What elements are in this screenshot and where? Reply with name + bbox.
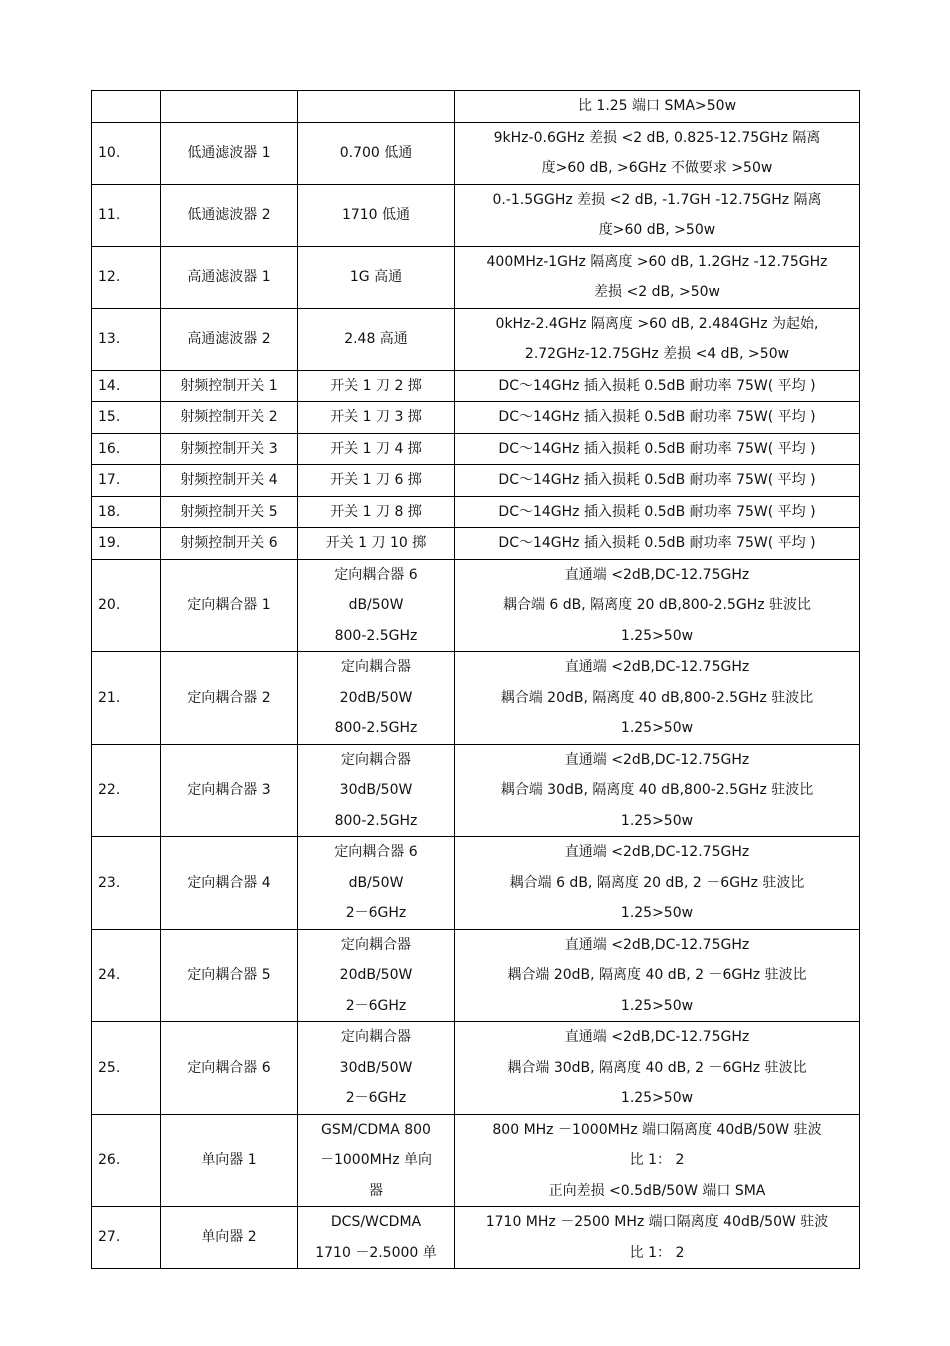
spec-line: 度>60 dB, >6GHz 不做要求 >50w <box>541 160 773 176</box>
row-number: 26. <box>92 1114 161 1207</box>
row-number: 22. <box>92 744 161 837</box>
row-number <box>92 91 161 123</box>
spec-line: 耦合端 6 dB, 隔离度 20 dB,800-2.5GHz 驻波比 <box>502 597 812 613</box>
table-row <box>92 528 860 560</box>
device-spec <box>455 837 860 930</box>
model-line: 800-2.5GHz <box>334 627 418 644</box>
spec-line: 1.25>50w <box>620 905 694 921</box>
device-spec <box>455 465 860 497</box>
device-model <box>298 184 455 246</box>
device-model <box>298 496 455 528</box>
spec-line: DC～14GHz 插入损耗 0.5dB 耐功率 75W( 平均 ) <box>498 409 816 425</box>
model-line: 1G 高通 <box>349 268 403 285</box>
device-spec <box>455 559 860 652</box>
model-line: 开关 1 刀 10 掷 <box>325 535 427 551</box>
device-spec <box>455 370 860 402</box>
row-number: 14. <box>92 370 161 402</box>
table-row <box>92 465 860 497</box>
row-number: 10. <box>92 122 161 184</box>
table-row <box>92 744 860 837</box>
spec-line: 耦合端 20dB, 隔离度 40 dB, 2 －6GHz 驻波比 <box>507 967 807 983</box>
spec-line: DC～14GHz 插入损耗 0.5dB 耐功率 75W( 平均 ) <box>498 535 816 551</box>
model-line: 0.700 低通 <box>339 144 413 161</box>
row-number: 18. <box>92 496 161 528</box>
table-row <box>92 433 860 465</box>
spec-line: 耦合端 20dB, 隔离度 40 dB,800-2.5GHz 驻波比 <box>500 689 814 706</box>
table-row <box>92 1022 860 1115</box>
table-row <box>92 246 860 308</box>
device-model <box>298 433 455 465</box>
spec-line: DC～14GHz 插入损耗 0.5dB 耐功率 75W( 平均 ) <box>498 472 816 488</box>
model-line: 开关 1 刀 8 掷 <box>330 503 422 520</box>
model-line: 定向耦合器 <box>341 659 411 675</box>
spec-line: 9kHz-0.6GHz 差损 <2 dB, 0.825-12.75GHz 隔离 <box>493 129 821 146</box>
device-spec <box>455 1207 860 1269</box>
device-name <box>161 91 298 123</box>
model-line: 定向耦合器 <box>341 751 411 768</box>
device-spec <box>455 308 860 370</box>
row-number: 20. <box>92 559 161 652</box>
device-name: 高通滤波器 1 <box>161 246 298 308</box>
table-row <box>92 559 860 652</box>
model-line: 定向耦合器 6 <box>334 844 418 860</box>
spec-line: 直通端 <2dB,DC-12.75GHz <box>564 659 750 675</box>
row-number: 25. <box>92 1022 161 1115</box>
model-line: 1710 －2.5000 单 <box>315 1244 437 1261</box>
spec-table <box>91 90 860 1269</box>
spec-line: 1.25>50w <box>620 720 694 736</box>
device-name: 定向耦合器 5 <box>161 929 298 1022</box>
row-number: 19. <box>92 528 161 560</box>
model-line: 定向耦合器 <box>341 936 411 953</box>
device-model <box>298 246 455 308</box>
spec-line: DC～14GHz 插入损耗 0.5dB 耐功率 75W( 平均 ) <box>498 377 816 394</box>
model-line: 800-2.5GHz <box>334 812 418 829</box>
device-spec <box>455 496 860 528</box>
device-name: 单向器 1 <box>161 1114 298 1207</box>
device-spec <box>455 433 860 465</box>
device-name: 定向耦合器 3 <box>161 744 298 837</box>
row-number: 24. <box>92 929 161 1022</box>
device-spec <box>455 122 860 184</box>
device-name: 低通滤波器 1 <box>161 122 298 184</box>
table-row <box>92 496 860 528</box>
device-model <box>298 1022 455 1115</box>
spec-line: 直通端 <2dB,DC-12.75GHz <box>564 844 750 860</box>
spec-line: 直通端 <2dB,DC-12.75GHz <box>564 1029 750 1045</box>
spec-line: 比 1.25 端口 SMA>50w <box>577 98 737 114</box>
device-spec <box>455 929 860 1022</box>
device-spec <box>455 744 860 837</box>
model-line: 开关 1 刀 4 掷 <box>330 440 422 457</box>
row-number: 12. <box>92 246 161 308</box>
spec-line: 0.-1.5GGHz 差损 <2 dB, -1.7GH -12.75GHz 隔离 <box>492 191 822 208</box>
model-line: 2－6GHz <box>345 997 407 1014</box>
spec-line: 1.25>50w <box>620 812 694 829</box>
device-spec <box>455 184 860 246</box>
device-name: 射频控制开关 6 <box>161 528 298 560</box>
spec-line: 正向差损 <0.5dB/50W 端口 SMA <box>548 1182 766 1199</box>
model-line: －1000MHz 单向 <box>319 1152 433 1168</box>
spec-line: 直通端 <2dB,DC-12.75GHz <box>564 936 750 953</box>
device-spec <box>455 91 860 123</box>
spec-line: 耦合端 6 dB, 隔离度 20 dB, 2 －6GHz 驻波比 <box>509 874 805 891</box>
device-name: 单向器 2 <box>161 1207 298 1269</box>
spec-line: 400MHz-1GHz 隔离度 >60 dB, 1.2GHz -12.75GHz <box>486 253 828 270</box>
spec-line: 800 MHz －1000MHz 端口隔离度 40dB/50W 驻波 <box>492 1121 822 1138</box>
device-name: 低通滤波器 2 <box>161 184 298 246</box>
device-name: 定向耦合器 6 <box>161 1022 298 1115</box>
model-line: GSM/CDMA 800 <box>321 1121 431 1138</box>
device-model <box>298 837 455 930</box>
spec-line: 直通端 <2dB,DC-12.75GHz <box>564 751 750 768</box>
model-line: 30dB/50W <box>339 782 413 798</box>
table-row <box>92 308 860 370</box>
device-model <box>298 1207 455 1269</box>
device-model <box>298 91 455 123</box>
device-name: 定向耦合器 4 <box>161 837 298 930</box>
model-line: dB/50W <box>348 874 404 891</box>
row-number: 17. <box>92 465 161 497</box>
model-line: 800-2.5GHz <box>334 720 418 736</box>
model-line: 20dB/50W <box>339 967 413 983</box>
device-name: 射频控制开关 5 <box>161 496 298 528</box>
spec-line: DC～14GHz 插入损耗 0.5dB 耐功率 75W( 平均 ) <box>498 503 816 520</box>
table-row <box>92 929 860 1022</box>
device-spec <box>455 246 860 308</box>
device-model <box>298 652 455 745</box>
device-name: 射频控制开关 1 <box>161 370 298 402</box>
device-model <box>298 744 455 837</box>
model-line: 30dB/50W <box>339 1059 413 1076</box>
model-line: 开关 1 刀 6 掷 <box>330 472 422 488</box>
row-number: 13. <box>92 308 161 370</box>
model-line: 开关 1 刀 2 掷 <box>330 377 422 394</box>
spec-line: 1.25>50w <box>620 1090 694 1106</box>
device-name: 高通滤波器 2 <box>161 308 298 370</box>
device-name: 定向耦合器 1 <box>161 559 298 652</box>
spec-line: 差损 <2 dB, >50w <box>594 284 720 300</box>
device-model <box>298 1114 455 1207</box>
row-number: 11. <box>92 184 161 246</box>
device-model <box>298 559 455 652</box>
device-spec <box>455 652 860 745</box>
table-row <box>92 1207 860 1269</box>
device-name: 射频控制开关 2 <box>161 402 298 434</box>
spec-table-body <box>92 91 860 1269</box>
model-line: 2.48 高通 <box>344 330 408 347</box>
table-row <box>92 402 860 434</box>
model-line: dB/50W <box>348 597 404 613</box>
spec-line: 比 1： 2 <box>629 1244 685 1261</box>
device-spec <box>455 528 860 560</box>
table-row <box>92 370 860 402</box>
spec-line: 2.72GHz-12.75GHz 差损 <4 dB, >50w <box>524 346 790 362</box>
spec-line: 1710 MHz －2500 MHz 端口隔离度 40dB/50W 驻波 <box>485 1214 829 1230</box>
spec-line: 0kHz-2.4GHz 隔离度 >60 dB, 2.484GHz 为起始, <box>495 315 819 332</box>
model-line: 1710 低通 <box>341 206 411 223</box>
model-line: 20dB/50W <box>339 689 413 706</box>
device-model <box>298 929 455 1022</box>
spec-line: 耦合端 30dB, 隔离度 40 dB, 2 －6GHz 驻波比 <box>507 1059 807 1076</box>
spec-line: 度>60 dB, >50w <box>598 222 716 238</box>
spec-line: 1.25>50w <box>620 997 694 1014</box>
row-number: 27. <box>92 1207 161 1269</box>
table-row <box>92 91 860 123</box>
model-line <box>304 91 448 122</box>
model-line: 定向耦合器 6 <box>334 566 418 583</box>
table-row <box>92 1114 860 1207</box>
spec-line: 比 1： 2 <box>629 1152 685 1168</box>
model-line: DCS/WCDMA <box>330 1214 422 1230</box>
device-model <box>298 122 455 184</box>
table-row <box>92 652 860 745</box>
model-line: 定向耦合器 <box>341 1029 411 1045</box>
model-line: 开关 1 刀 3 掷 <box>330 409 422 425</box>
device-spec <box>455 1114 860 1207</box>
row-number: 16. <box>92 433 161 465</box>
table-row <box>92 184 860 246</box>
device-model <box>298 528 455 560</box>
row-number: 15. <box>92 402 161 434</box>
spec-line: DC～14GHz 插入损耗 0.5dB 耐功率 75W( 平均 ) <box>498 440 816 457</box>
spec-line: 1.25>50w <box>620 627 694 644</box>
device-model <box>298 465 455 497</box>
device-name: 射频控制开关 3 <box>161 433 298 465</box>
table-row <box>92 837 860 930</box>
row-number: 21. <box>92 652 161 745</box>
device-spec <box>455 1022 860 1115</box>
device-model <box>298 308 455 370</box>
model-line: 2－6GHz <box>345 1090 407 1106</box>
device-name: 射频控制开关 4 <box>161 465 298 497</box>
model-line: 器 <box>369 1182 383 1199</box>
row-number: 23. <box>92 837 161 930</box>
device-spec <box>455 402 860 434</box>
spec-line: 直通端 <2dB,DC-12.75GHz <box>564 566 750 583</box>
device-name: 定向耦合器 2 <box>161 652 298 745</box>
device-model <box>298 370 455 402</box>
spec-line: 耦合端 30dB, 隔离度 40 dB,800-2.5GHz 驻波比 <box>500 782 814 798</box>
device-model <box>298 402 455 434</box>
table-row <box>92 122 860 184</box>
model-line: 2－6GHz <box>345 905 407 921</box>
